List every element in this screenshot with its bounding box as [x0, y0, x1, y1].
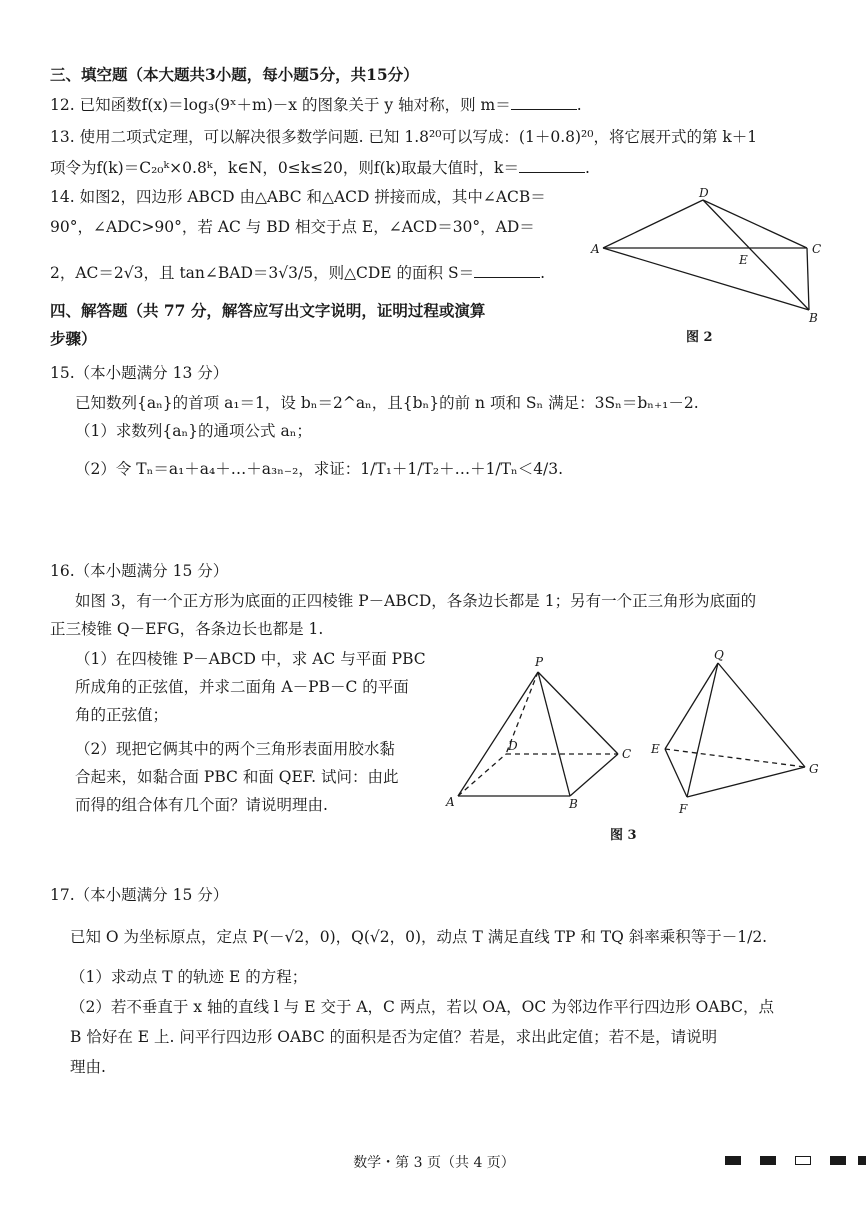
- label-C: C: [812, 242, 822, 256]
- edge-PC: [538, 672, 618, 754]
- figure-2-quadrilateral: [585, 182, 830, 327]
- question-13-line-1: 13. 使用二项式定理，可以解决很多数学问题. 已知 1.8²⁰可以写成：(1＋0.8)²⁰，将它展开式的第 k＋1: [50, 128, 758, 146]
- question-15-part-2: （2）令 Tₙ＝a₁＋a₄＋…＋a₃ₙ₋₂，求证：1/T₁＋1/T₂＋…＋1/Tₙ＜4/3.: [75, 460, 564, 478]
- edge-CB: [807, 248, 809, 310]
- figure-3-triangular-pyramid: [645, 645, 830, 820]
- edge-BC: [570, 754, 618, 796]
- edge-EG-hidden: [665, 749, 805, 767]
- edge-QF: [687, 663, 718, 797]
- label-D: D: [508, 739, 518, 753]
- label-P: P: [535, 655, 544, 669]
- question-17-part-1: （1）求动点 T 的轨迹 E 的方程；: [70, 968, 308, 986]
- label-Q: Q: [714, 648, 724, 662]
- question-14-text: 2，AC＝2√3，且 tan∠BAD＝3√3/5，则△CDE 的面积 S＝: [50, 264, 475, 282]
- question-16-part-1-line-2: 所成角的正弦值，并求二面角 A－PB－C 的平面: [75, 678, 409, 696]
- label-C: C: [622, 747, 632, 761]
- question-16-part-1-line-3: 角的正弦值；: [75, 706, 169, 724]
- page-marker-filled-2: [760, 1156, 776, 1165]
- answer-blank-14: [474, 263, 540, 278]
- question-16-stem-line-2: 正三棱锥 Q－EFG，各条边长也都是 1.: [50, 620, 324, 638]
- question-14-line-1: 14. 如图2，四边形 ABCD 由△ABC 和△ACD 拼接而成，其中∠ACB＝: [50, 188, 546, 206]
- edge-AD: [603, 200, 703, 248]
- figure-2-caption: 图 2: [686, 330, 713, 345]
- edge-FG: [687, 767, 805, 797]
- figure-3-caption: 图 3: [610, 828, 637, 843]
- edge-DC: [703, 200, 807, 248]
- question-16-part-1-line-1: （1）在四棱锥 P－ABCD 中，求 AC 与平面 PBC: [75, 650, 426, 668]
- question-13-line-2: [50, 157, 590, 179]
- label-F: F: [679, 802, 688, 816]
- question-16-stem-line-1: 如图 3，有一个正方形为底面的正四棱锥 P－ABCD，各条边长都是 1；另有一个正三角形为底面的: [75, 592, 757, 610]
- section-4-heading-cont: 步骤）: [50, 329, 97, 348]
- answer-blank-13: [519, 158, 585, 173]
- page-marker-filled-4: [858, 1156, 866, 1165]
- page-footer: 数学・第 3 页（共 4 页）: [353, 1155, 515, 1171]
- section-4-heading: 四、解答题（共 77 分，解答应写出文字说明，证明过程或演算: [50, 301, 486, 320]
- question-16-part-2-line-3: 而得的组合体有几个面？请说明理由.: [75, 796, 328, 814]
- label-E: E: [651, 742, 660, 756]
- label-D: D: [699, 186, 709, 200]
- question-16-heading: 16.（本小题满分 15 分）: [50, 562, 229, 580]
- label-B: B: [809, 311, 818, 325]
- section-3-heading: 三、填空题（本大题共3小题，每小题5分，共15分）: [50, 65, 419, 84]
- figure-3-square-pyramid: [440, 650, 640, 820]
- question-16-part-2-line-2: 合起来，如黏合面 PBC 和面 QEF. 试问：由此: [75, 768, 399, 786]
- edge-QG: [718, 663, 805, 767]
- label-B: B: [569, 797, 578, 811]
- label-A: A: [591, 242, 600, 256]
- question-17-heading: 17.（本小题满分 15 分）: [50, 886, 229, 904]
- question-15-stem: 已知数列{aₙ}的首项 a₁＝1，设 bₙ＝2^aₙ，且{bₙ}的前 n 项和 Sₙ 满足：3Sₙ＝bₙ₊₁－2.: [75, 394, 699, 412]
- question-17-part-2-line-3: 理由.: [70, 1058, 106, 1076]
- question-16-part-2-line-1: （2）现把它俩其中的两个三角形表面用胶水黏: [75, 740, 395, 758]
- question-14-line-3: [50, 262, 545, 284]
- question-12-end: .: [576, 96, 582, 114]
- edge-PB: [538, 672, 570, 796]
- question-17-stem: 已知 O 为坐标原点，定点 P(－√2，0)，Q(√2，0)，动点 T 满足直线 TP 和 TQ 斜率乘积等于－1/2.: [70, 928, 768, 946]
- question-15-heading: 15.（本小题满分 13 分）: [50, 364, 229, 382]
- question-13-text: 项令为f(k)＝C₂₀ᵏ×0.8ᵏ，k∈N，0≤k≤20，则f(k)取最大值时，k＝: [50, 159, 519, 177]
- question-13-end: .: [584, 159, 590, 177]
- question-15-part-1: （1）求数列{aₙ}的通项公式 aₙ；: [75, 422, 312, 440]
- page-marker-filled-1: [725, 1156, 741, 1165]
- edge-EF: [665, 749, 687, 797]
- label-A: A: [446, 795, 455, 809]
- page-marker-hollow: [795, 1156, 811, 1165]
- label-G: G: [809, 762, 819, 776]
- answer-blank-12: [511, 95, 577, 110]
- label-E: E: [739, 253, 748, 267]
- question-17-part-2-line-2: B 恰好在 E 上. 问平行四边形 OABC 的面积是否为定值？若是，求出此定值；若不是，请说明: [70, 1028, 718, 1046]
- question-14-line-2: 90°，∠ADC>90°，若 AC 与 BD 相交于点 E，∠ACD＝30°，AD＝: [50, 218, 535, 236]
- question-17-part-2-line-1: （2）若不垂直于 x 轴的直线 l 与 E 交于 A，C 两点，若以 OA，OC 为邻边作平行四边形 OABC，点: [70, 998, 775, 1016]
- edge-QE: [665, 663, 718, 749]
- question-12-text: 12. 已知函数f(x)＝log₃(9ˣ＋m)－x 的图象关于 y 轴对称，则 m＝: [50, 96, 511, 114]
- edge-AD-hidden: [458, 754, 506, 796]
- edge-PA: [458, 672, 538, 796]
- question-14-end: .: [540, 264, 546, 282]
- edge-AB: [603, 248, 809, 310]
- page-marker-filled-3: [830, 1156, 846, 1165]
- question-12: [50, 94, 582, 116]
